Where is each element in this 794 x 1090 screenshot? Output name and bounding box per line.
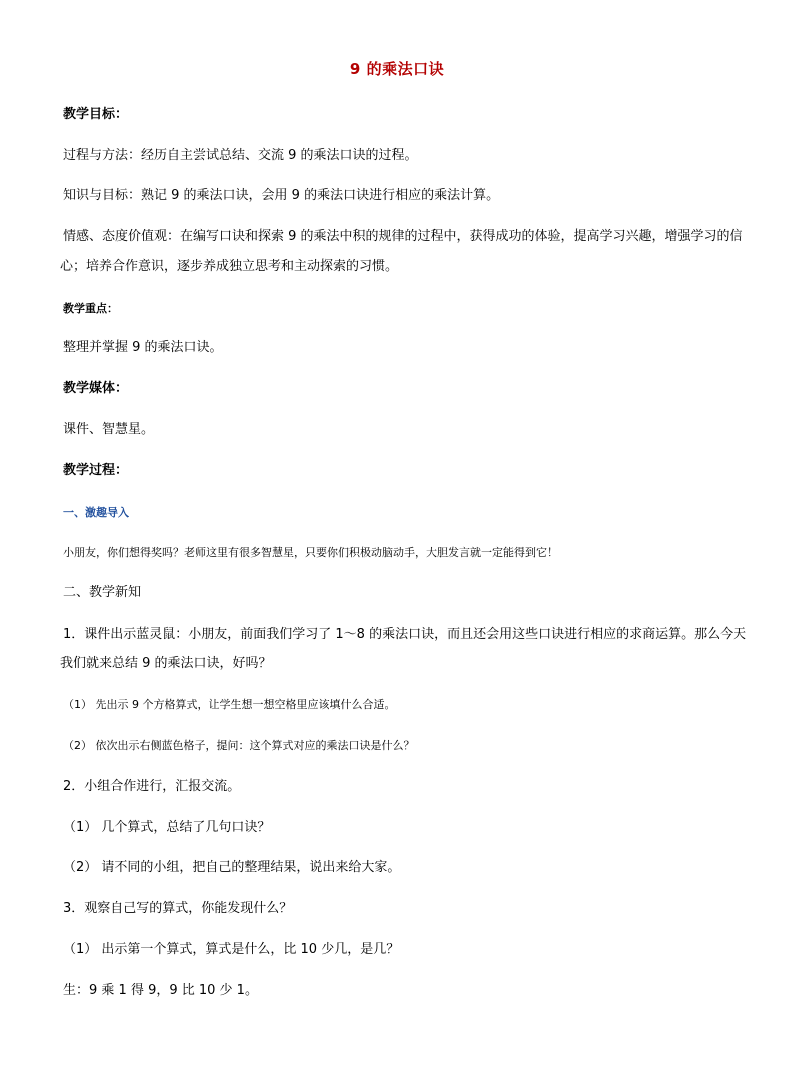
document-title: 9 的乘法口诀 (349, 60, 445, 78)
objective-emotion-line2: 心；培养合作意识，逐步养成独立思考和主动探索的习惯。 (60, 259, 399, 274)
item2-sub1: （1） 几个算式，总结了几句口诀？ (63, 820, 271, 835)
media-text: 课件、智慧星。 (63, 422, 155, 437)
answer-text: 生：9 乘 1 得 9，9 比 10 少 1。 (63, 983, 258, 998)
item3-sub1: （1） 出示第一个算式，算式是什么，比 10 少几，是几？ (63, 942, 400, 957)
objective-process-method: 过程与方法：经历自主尝试总结、交流 9 的乘法口诀的过程。 (63, 148, 418, 163)
key-point-text: 整理并掌握 9 的乘法口诀。 (63, 340, 223, 355)
item1-sub2: （2） 依次出示右侧蓝色格子，提问：这个算式对应的乘法口诀是什么？ (63, 739, 415, 752)
heading-objectives: 教学目标： (63, 107, 129, 122)
item2-sub2: （2） 请不同的小组，把自己的整理结果，说出来给大家。 (63, 860, 401, 875)
section1-heading: 一、激趣导入 (63, 506, 129, 519)
item1-line2: 我们就来总结 9 的乘法口诀，好吗？ (60, 656, 272, 671)
section2-heading: 二、教学新知 (63, 585, 142, 600)
heading-media: 教学媒体： (63, 381, 129, 396)
objective-knowledge: 知识与目标：熟记 9 的乘法口诀，会用 9 的乘法口诀进行相应的乘法计算。 (63, 188, 500, 203)
section1-text: 小朋友，你们想得奖吗？老师这里有很多智慧星，只要你们积极动脑动手，大胆发言就一定能得到它！ (63, 546, 558, 559)
heading-process: 教学过程： (63, 463, 129, 478)
item3: 3．观察自己写的算式，你能发现什么？ (63, 901, 293, 916)
objective-emotion-line1: 情感、态度价值观：在编写口诀和探索 9 的乘法中积的规律的过程中，获得成功的体验，提高学习兴趣，增强学习的信 (63, 229, 743, 244)
heading-key-points: 教学重点： (63, 302, 118, 315)
item1-sub1: （1） 先出示 9 个方格算式，让学生想一想空格里应该填什么合适。 (63, 698, 396, 711)
item2: 2．小组合作进行，汇报交流。 (63, 779, 241, 794)
item1-line1: 1．课件出示蓝灵鼠：小朋友，前面我们学习了 1～8 的乘法口诀，而且还会用这些口诀进行相应的求商运算。那么今天 (63, 627, 747, 642)
